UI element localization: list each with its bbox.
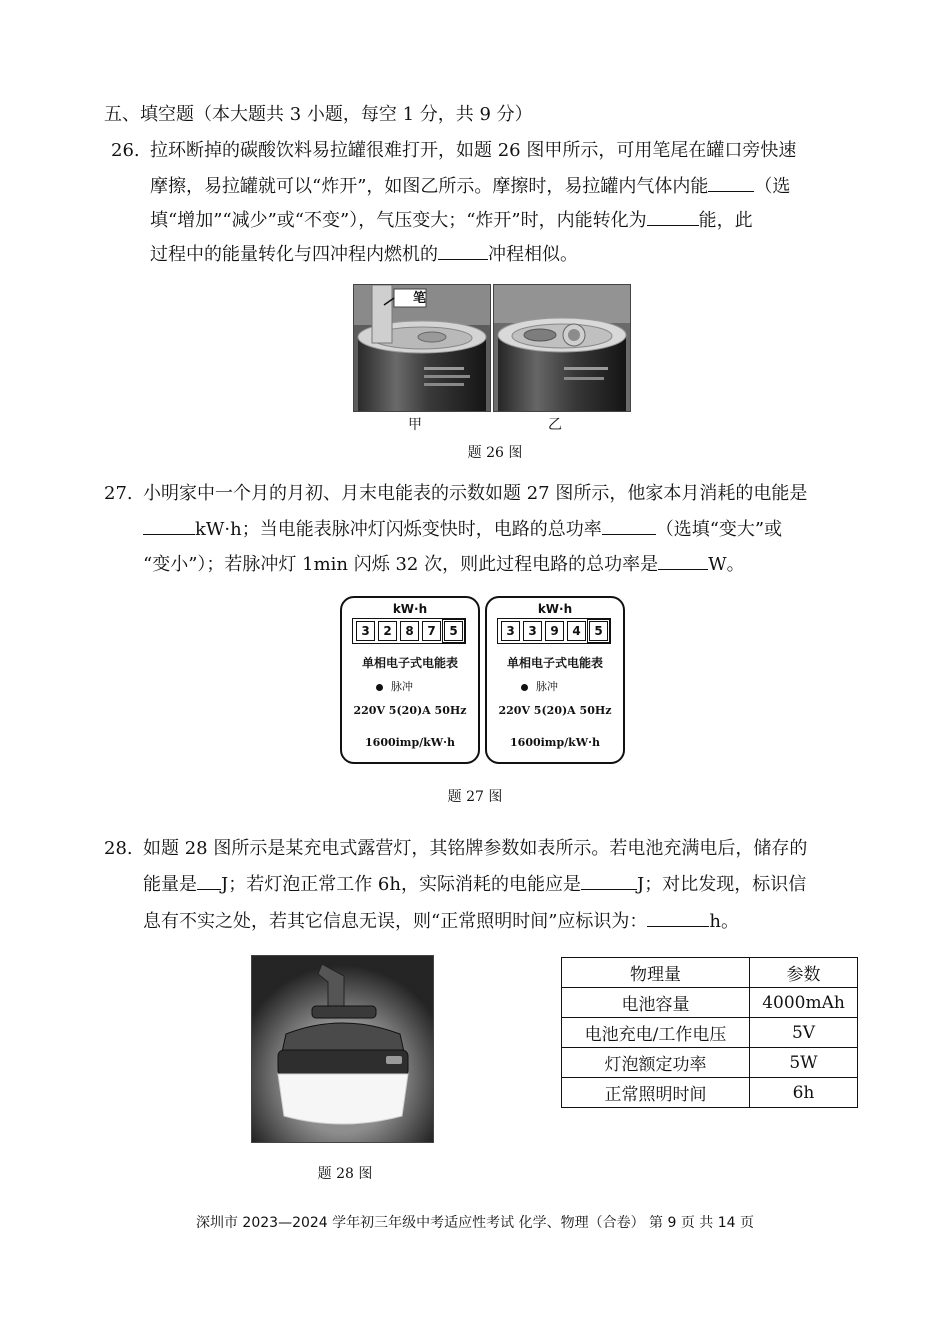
meter-digits xyxy=(501,621,608,641)
opened-can-image xyxy=(494,285,630,411)
meter-digit: 3 xyxy=(501,621,520,641)
q26-blank-3[interactable] xyxy=(438,243,488,260)
table-row xyxy=(562,1078,858,1108)
table-cell: 5W xyxy=(750,1048,858,1078)
lantern-photo xyxy=(251,955,434,1143)
q27-number: 27. xyxy=(104,483,133,504)
meter-constant: 1600imp/kW·h xyxy=(365,736,455,749)
meter-digit: 7 xyxy=(422,621,441,641)
section-title: 五、填空题（本大题共 3 小题，每空 1 分，共 9 分） xyxy=(104,104,533,125)
q26-line-1: 拉环断掉的碳酸饮料易拉罐很难打开，如题 26 图甲所示，可用笔尾在罐口旁快速 xyxy=(150,140,797,161)
table-header: 参数 xyxy=(750,958,858,988)
table-cell: 正常照明时间 xyxy=(562,1078,750,1108)
pulse-light-icon xyxy=(376,684,383,691)
meter-digit: 9 xyxy=(545,621,564,641)
nameplate-table xyxy=(561,957,858,1108)
meter-pulse: 脉冲 xyxy=(376,678,413,694)
figure-26-label-a: 甲 xyxy=(408,417,422,433)
q27-line-3: “变小”）；若脉冲灯 1min 闪烁 32 次，则此过程电路的总功率是 W。 xyxy=(143,554,745,575)
q28-blank-1[interactable] xyxy=(197,873,221,890)
meter-name: 单相电子式电能表 xyxy=(361,656,458,670)
energy-meter-start xyxy=(340,596,480,764)
meter-unit: kW·h xyxy=(392,602,428,616)
meter-pulse: 脉冲 xyxy=(521,678,558,694)
table-header: 物理量 xyxy=(562,958,750,988)
q28-line-1: 如题 28 图所示是某充电式露营灯，其铭牌参数如表所示。若电池充满电后，储存的 xyxy=(143,838,808,859)
meter-digit: 8 xyxy=(400,621,419,641)
table-cell: 电池容量 xyxy=(562,988,750,1018)
meter-digit: 4 xyxy=(567,621,586,641)
figure-27-caption: 题 27 图 xyxy=(447,789,503,805)
q28-blank-3[interactable] xyxy=(647,910,709,927)
meter-name: 单相电子式电能表 xyxy=(506,656,603,670)
q28-line-3: 息有不实之处，若其它信息无误，则“正常照明时间”应标识为： h。 xyxy=(143,911,739,932)
meter-digit: 2 xyxy=(378,621,397,641)
q27-line-2: kW·h；当电能表脉冲灯闪烁变快时，电路的总功率 （选填“变大”或 xyxy=(143,518,782,541)
table-cell: 灯泡额定功率 xyxy=(562,1048,750,1078)
q28-blank-2[interactable] xyxy=(581,873,637,890)
page-footer: 深圳市 2023—2024 学年初三年级中考适应性考试 化学、物理（合卷） 第 9 页 共 14 页 xyxy=(195,1215,755,1231)
q26-number: 26. xyxy=(111,140,140,161)
pen-label: 笔 xyxy=(413,291,427,306)
q28-number: 28. xyxy=(104,838,133,859)
meter-digit: 3 xyxy=(523,621,542,641)
meter-constant: 1600imp/kW·h xyxy=(510,736,600,749)
table-row xyxy=(562,1048,858,1078)
q27-blank-2[interactable] xyxy=(602,518,656,535)
figure-26-caption: 题 26 图 xyxy=(467,445,523,461)
table-cell: 5V xyxy=(750,1018,858,1048)
q27-blank-3[interactable] xyxy=(658,553,708,570)
q26-line-2: 摩擦，易拉罐就可以“炸开”，如图乙所示。摩擦时，易拉罐内气体内能 （选 xyxy=(150,176,791,197)
q27-line-1: 小明家中一个月的月初、月末电能表的示数如题 27 图所示，他家本月消耗的电能是 xyxy=(143,483,808,504)
q28-line-2: 能量是 J；若灯泡正常工作 6h，实际消耗的电能应是 J；对比发现，标识信 xyxy=(143,874,807,895)
table-header-row xyxy=(562,958,858,988)
figure-28-caption: 题 28 图 xyxy=(317,1166,373,1182)
q26-line-4: 过程中的能量转化与四冲程内燃机的 冲程相似。 xyxy=(150,244,578,265)
meter-unit: kW·h xyxy=(537,602,573,616)
figure-26-label-b: 乙 xyxy=(548,417,562,433)
q26-line-3: 填“增加”“减少”或“不变”），气压变大；“炸开”时，内能转化为 能，此 xyxy=(150,210,753,231)
q26-blank-2[interactable] xyxy=(647,209,699,226)
table-row xyxy=(562,1018,858,1048)
table-cell: 电池充电/工作电压 xyxy=(562,1018,750,1048)
table-cell: 4000mAh xyxy=(750,988,858,1018)
table-cell: 6h xyxy=(750,1078,858,1108)
q26-blank-1[interactable] xyxy=(708,175,754,192)
pulse-light-icon xyxy=(521,684,528,691)
table-row xyxy=(562,988,858,1018)
q27-blank-1[interactable] xyxy=(143,518,195,535)
meter-digit-decimal: 5 xyxy=(589,621,608,641)
energy-meter-end xyxy=(485,596,625,764)
can-photo-b xyxy=(493,284,631,412)
meter-spec: 220V 5(20)A 50Hz xyxy=(353,704,467,717)
camping-lantern-image xyxy=(252,956,433,1142)
meter-digit: 3 xyxy=(356,621,375,641)
meter-digit-decimal: 5 xyxy=(444,621,463,641)
meter-spec: 220V 5(20)A 50Hz xyxy=(498,704,612,717)
meter-digits xyxy=(356,621,463,641)
